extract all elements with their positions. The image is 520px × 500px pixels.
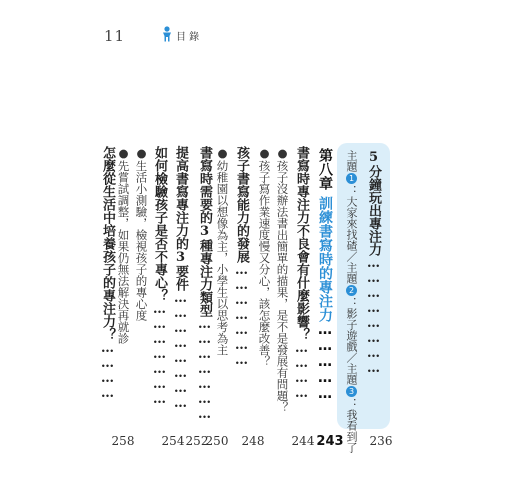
page-number: 11 (104, 27, 126, 45)
leader-dots: ………………… (152, 302, 167, 407)
toc-entry-sub: ●先嘗試調整，如果仍無法解決再就診 (116, 146, 131, 344)
chapter-label: 第八章 (317, 148, 333, 190)
leader-dots: …………… (317, 322, 333, 402)
toc-entry-page: 244 (291, 434, 315, 448)
highlight-page: 236 (369, 434, 393, 448)
leader-dots: ………… (100, 341, 115, 401)
person-icon (161, 26, 173, 42)
toc-entry-title[interactable]: 書寫時專注力不良會有什麼影響？………… (294, 146, 309, 401)
toc-entry-page: 248 (241, 434, 265, 448)
toc-entry-page: 254 (161, 434, 185, 448)
toc-entry-page: 258 (111, 434, 135, 448)
chapter-page: 243 (316, 434, 344, 449)
chapter-heading[interactable] (318, 148, 332, 402)
topic-badge-1: 1 (347, 174, 356, 183)
leader-dots: ………………… (197, 317, 212, 422)
section-label: 目 錄 (176, 32, 200, 43)
toc-entry-title[interactable]: 書寫時需要的3種專注力類型………………… (197, 146, 212, 422)
toc-entry-page: 252 (185, 434, 209, 448)
topic-badge-3: 3 (347, 387, 356, 396)
toc-entry-page: 250 (205, 434, 229, 448)
toc-entry-sub: ●生活小測驗，檢視孩子的專心度 (134, 146, 149, 321)
toc-entry-title[interactable]: 孩子書寫能力的發展………………… (234, 146, 249, 368)
leader-dots: ………………… (234, 263, 249, 368)
leader-dots: …………………… (366, 256, 381, 376)
toc-entry-title[interactable]: 如何檢驗孩子是否不專心？………………… (152, 146, 167, 407)
toc-entry-sub: ●孩子寫作業速度慢又分心，該怎麼改善？ (257, 146, 272, 367)
toc-entry-title[interactable]: 提高書寫專注力的3要件…………………… (173, 146, 188, 411)
highlight-title[interactable]: 5分鐘玩出專注力…………………… (366, 150, 381, 376)
toc-entry-sub: ●幼稚園以想像為主，小學生以思考為主 (215, 146, 230, 356)
chapter-title: 訓練書寫時的專注力 (317, 196, 333, 322)
topic-badge-2: 2 (347, 286, 356, 295)
toc-entry-title[interactable]: 怎麼從生活中培養孩子的專注力？………… (100, 146, 115, 401)
toc-entry-sub: ●孩子沒辦法書出簡單的描果，是不是發展有問題？ (275, 146, 290, 413)
leader-dots: ………… (294, 341, 309, 401)
leader-dots: …………………… (173, 291, 188, 411)
highlight-topics: 主題1：大家來找碴／主題2：影子遊戲／主題3：我看到了 (345, 150, 358, 453)
